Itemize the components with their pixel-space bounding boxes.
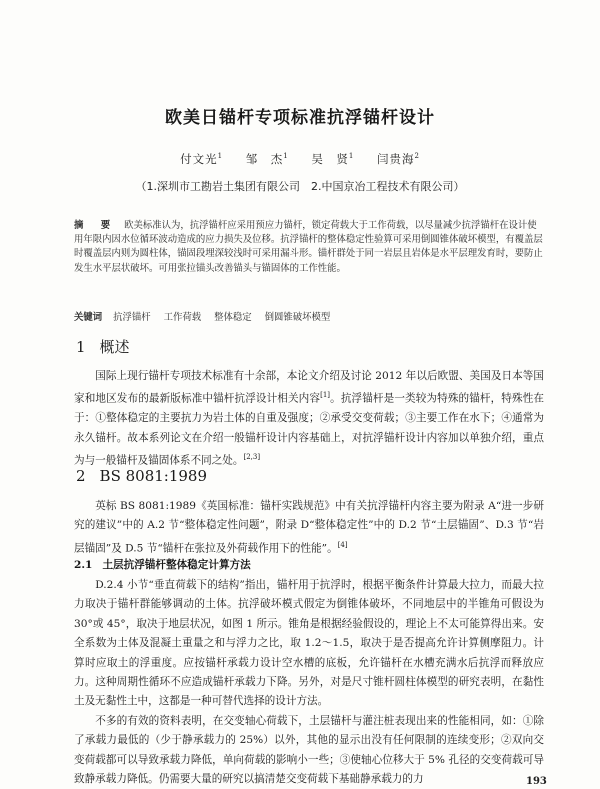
- section-body: [74, 367, 544, 471]
- paragraph: 不多的有效的资料表明，在交变轴心荷载下，土层锚杆与灌注桩表现出来的性能相同，如：①除了承载力最低的（少于静承载力的 25%）以外，其他的显示出没有任何限制的连续变形；②双向交变荷载都可以导致承载力降低，单向荷载的影响小一些；③使轴心位移大于 5% 孔径的交变荷载可导致静承载力降低。仍需要大量的研究以搞清楚交变荷载下基础静承载力的力: [74, 714, 544, 786]
- keywords-label: 关键词: [74, 312, 103, 323]
- author: 闫贵海$^2$: [376, 152, 420, 166]
- author: 付文光$^1$: [180, 152, 224, 166]
- citation: [4]: [337, 540, 348, 549]
- keyword: 倒圆锥破坏模型: [264, 312, 331, 323]
- keyword: 整体稳定: [214, 312, 252, 323]
- section-heading: 2 BS 8081:1989: [76, 467, 208, 485]
- author-list: [0, 151, 600, 167]
- affiliation: （1.深圳市工勘岩土集团有限公司 2.中国京冶工程技术有限公司）: [135, 180, 465, 193]
- subsection-heading: 2.1 土层抗浮锚杆整体稳定计算方法: [74, 559, 251, 571]
- paragraph: 国际上现行锚杆专项技术标准有十余部，本论文介绍及讨论 2012 年以后欧盟、美国及日本等国家和地区发布的最新版标准中锚杆抗浮设计相关内容[1]。抗浮锚杆是一类较为特殊的锚杆，特殊性在于：①整体稳定的主要抗力为岩土体的自重及强度；②承受交变荷载；③主要工作在水下；④通常为永久锚杆。故本系列论文在介绍一般锚杆设计内容基础上，对抗浮锚杆设计内容加以单独介绍，重点为与一般锚杆及锚固体系不同之处。[2,3]: [74, 370, 545, 467]
- paragraph: D.2.4 小节“垂直荷载下的结构”指出，锚杆用于抗浮时，根据平衡条件计算最大拉力，而最大拉力取决于锚杆群能够调动的土体。抗浮破坏模式假定为倒锥体破坏，不同地层中的半锥角可假设为 30°或 45°，取决于地层状况，如图 1 所示。锥角是根据经验假设的，理论上不太可能算得出来。安全系数为土体及混凝土重量之和与浮力之比，取 1.2～1.5，取决于是否提高允许计算侧摩阻力。计算时应取土的浮重度。应按锚杆承载力设计空水槽的底板，允许锚杆在水槽充满水后抗浮而释放应力。这种周期性循环不应造成锚杆承载力下降。另外，对是尺寸锥杆圆柱体模型的研究表明，在黏性土及无黏性土中，这都是一种可替代选择的设计方法。: [74, 579, 544, 708]
- section-heading: 1 概述: [76, 338, 130, 356]
- keyword: 抗浮锚杆: [113, 312, 151, 323]
- paper-title: 欧美日锚杆专项标准抗浮锚杆设计: [165, 108, 435, 128]
- abstract: [74, 219, 544, 276]
- citation: [1]: [320, 391, 331, 400]
- keywords: [74, 309, 544, 323]
- abstract-label: 摘 要: [74, 220, 115, 231]
- section-body: [74, 497, 544, 559]
- page-number: 193: [526, 776, 547, 787]
- paragraph: 英标 BS 8081:1989《英国标准：锚杆实践规范》中有关抗浮锚杆内容主要为附录 A“进一步研究的建议”中的 A.2 节“整体稳定性问题”，附录 D“整体稳定性”中的 D.2 节“土层锚固”、D.3 节“岩层锚固”及 D.5 节“锚杆在张拉及外荷载作用下的性能”。[4]: [74, 500, 544, 555]
- author: 邹 杰$^1$: [245, 152, 289, 166]
- author: 吴 贤$^1$: [311, 152, 355, 166]
- keyword: 工作荷载: [163, 312, 202, 323]
- subsection-body: [74, 576, 544, 789]
- citation: [2,3]: [243, 453, 261, 462]
- abstract-text: 欧美标准认为，抗浮锚杆应采用预应力锚杆，锁定荷载大于工作荷载，以尽量减少抗浮锚杆在设计使用年限内因水位循环波动造成的应力损失及位移。抗浮锚杆的整体稳定性验算可采用倒圆锥体破坏模型，有覆盖层时覆盖层内则为圆柱体，锚固段埋深较浅时可采用漏斗形。锚杆群处于同一岩层且岩体是水平层理发育时，要防止发生水平层状破坏。可用张拉锚头改善锚头与锚固体的工作性能。: [74, 220, 543, 274]
